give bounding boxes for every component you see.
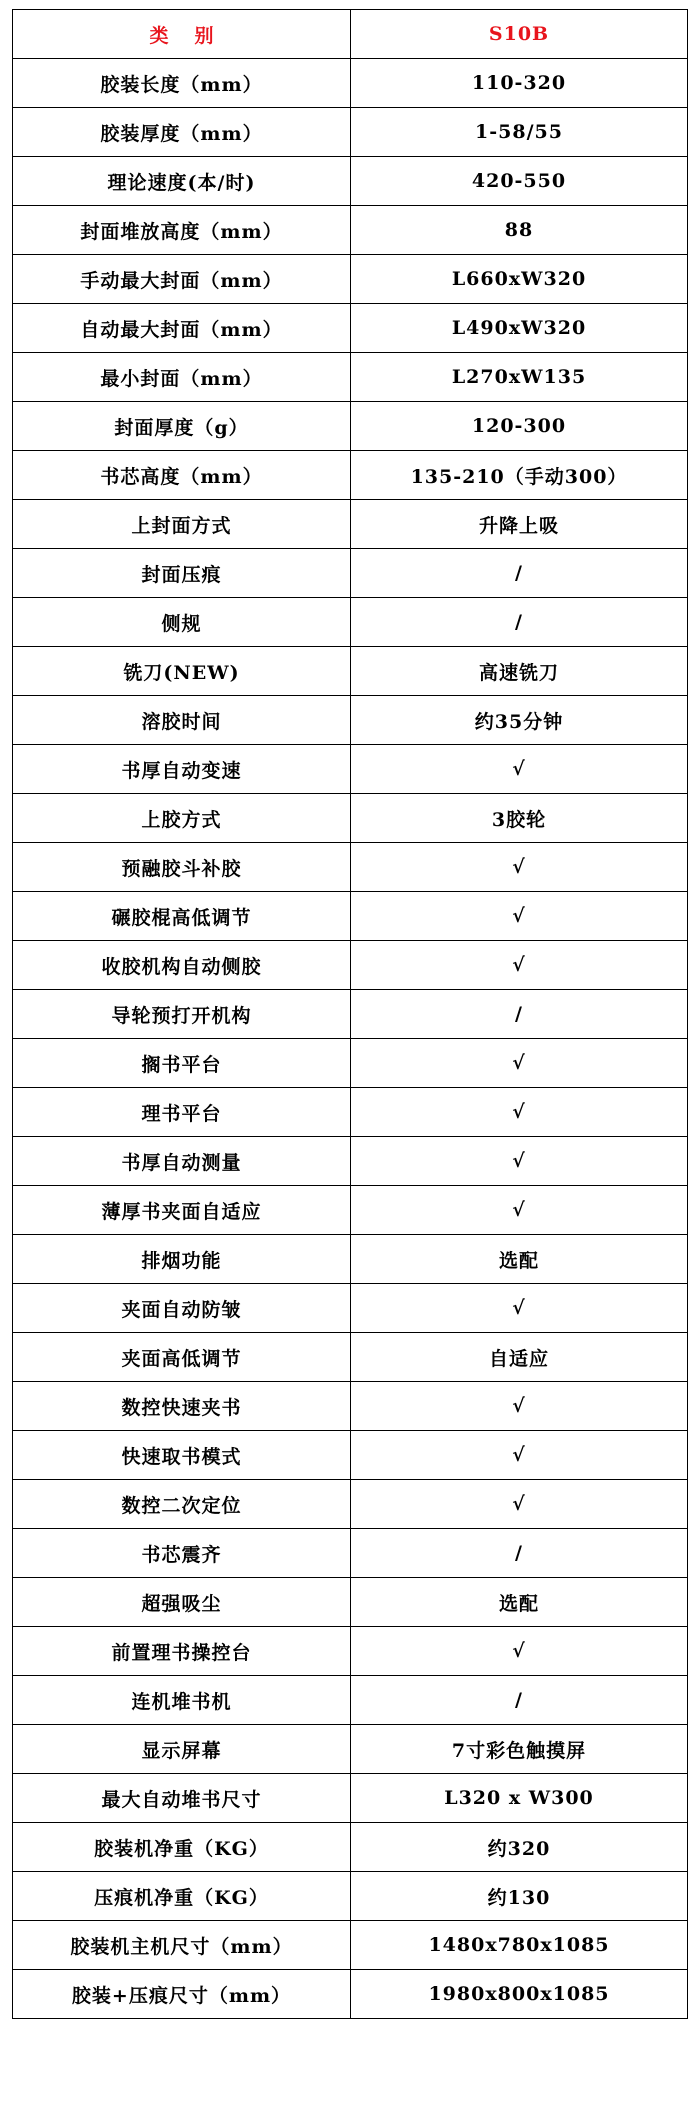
spec-label-cell: 搁书平台: [13, 1039, 351, 1088]
spec-value-cell: √: [351, 941, 688, 990]
table-row: [13, 941, 688, 990]
table-row: [13, 304, 688, 353]
spec-label-cell: 侧规: [13, 598, 351, 647]
spec-label-cell: 上封面方式: [13, 500, 351, 549]
spec-value-cell: √: [351, 843, 688, 892]
spec-value-cell: 1980x800x1085: [351, 1970, 688, 2019]
table-row: [13, 1676, 688, 1725]
spec-value-cell: 约130: [351, 1872, 688, 1921]
table-row: [13, 549, 688, 598]
spec-label-cell: 导轮预打开机构: [13, 990, 351, 1039]
spec-value-cell: 选配: [351, 1578, 688, 1627]
table-row: [13, 1970, 688, 2019]
spec-label-cell: 最小封面（mm）: [13, 353, 351, 402]
spec-value-cell: L490xW320: [351, 304, 688, 353]
spec-value-cell: /: [351, 990, 688, 1039]
spec-label-cell: 胶装机主机尺寸（mm）: [13, 1921, 351, 1970]
spec-label-cell: 压痕机净重（KG）: [13, 1872, 351, 1921]
table-row: [13, 1088, 688, 1137]
spec-value-cell: /: [351, 549, 688, 598]
spec-value-cell: /: [351, 1676, 688, 1725]
table-row: [13, 1529, 688, 1578]
spec-label-cell: 铣刀(NEW): [13, 647, 351, 696]
spec-label-cell: 溶胶时间: [13, 696, 351, 745]
spec-value-cell: L320 x W300: [351, 1774, 688, 1823]
spec-value-cell: 7寸彩色触摸屏: [351, 1725, 688, 1774]
table-row: [13, 1578, 688, 1627]
spec-value-cell: 约35分钟: [351, 696, 688, 745]
table-row: [13, 1284, 688, 1333]
table-row: [13, 647, 688, 696]
table-header-row: [13, 10, 688, 59]
table-row: [13, 745, 688, 794]
spec-value-cell: √: [351, 892, 688, 941]
spec-label-cell: 超强吸尘: [13, 1578, 351, 1627]
spec-value-cell: 自适应: [351, 1333, 688, 1382]
table-row: [13, 1921, 688, 1970]
table-row: [13, 1039, 688, 1088]
spec-label-cell: 书芯震齐: [13, 1529, 351, 1578]
spec-value-cell: √: [351, 1431, 688, 1480]
spec-value-cell: 升降上吸: [351, 500, 688, 549]
table-row: [13, 1872, 688, 1921]
table-row: [13, 255, 688, 304]
spec-value-cell: √: [351, 1284, 688, 1333]
spec-value-cell: √: [351, 1137, 688, 1186]
table-row: [13, 1774, 688, 1823]
spec-value-cell: √: [351, 1382, 688, 1431]
table-row: [13, 1627, 688, 1676]
spec-label-cell: 胶装+压痕尺寸（mm）: [13, 1970, 351, 2019]
spec-value-cell: 1-58/55: [351, 108, 688, 157]
spec-value-cell: 135-210（手动300）: [351, 451, 688, 500]
spec-label-cell: 预融胶斗补胶: [13, 843, 351, 892]
spec-label-cell: 显示屏幕: [13, 1725, 351, 1774]
table-row: [13, 990, 688, 1039]
spec-value-cell: √: [351, 1480, 688, 1529]
spec-label-cell: 书厚自动测量: [13, 1137, 351, 1186]
table-row: [13, 108, 688, 157]
spec-table: [12, 9, 688, 2019]
table-row: [13, 598, 688, 647]
table-row: [13, 696, 688, 745]
spec-label-cell: 胶装长度（mm）: [13, 59, 351, 108]
table-row: [13, 892, 688, 941]
table-row: [13, 843, 688, 892]
table-row: [13, 59, 688, 108]
spec-value-cell: 1480x780x1085: [351, 1921, 688, 1970]
spec-value-cell: L660xW320: [351, 255, 688, 304]
spec-label-cell: 最大自动堆书尺寸: [13, 1774, 351, 1823]
spec-value-cell: 110-320: [351, 59, 688, 108]
table-row: [13, 1431, 688, 1480]
spec-label-cell: 胶装机净重（KG）: [13, 1823, 351, 1872]
spec-label-cell: 排烟功能: [13, 1235, 351, 1284]
table-row: [13, 1382, 688, 1431]
spec-value-cell: 88: [351, 206, 688, 255]
table-row: [13, 1725, 688, 1774]
spec-value-cell: 约320: [351, 1823, 688, 1872]
spec-label-cell: 理论速度(本/时): [13, 157, 351, 206]
spec-value-cell: √: [351, 745, 688, 794]
spec-label-cell: 快速取书模式: [13, 1431, 351, 1480]
table-row: [13, 353, 688, 402]
spec-table-body: [13, 10, 688, 2019]
table-row: [13, 794, 688, 843]
spec-label-cell: 薄厚书夹面自适应: [13, 1186, 351, 1235]
table-row: [13, 206, 688, 255]
table-row: [13, 451, 688, 500]
spec-label-cell: 书芯高度（mm）: [13, 451, 351, 500]
spec-value-cell: √: [351, 1088, 688, 1137]
spec-label-cell: 胶装厚度（mm）: [13, 108, 351, 157]
spec-label-cell: 数控二次定位: [13, 1480, 351, 1529]
spec-label-cell: 封面压痕: [13, 549, 351, 598]
spec-label-cell: 手动最大封面（mm）: [13, 255, 351, 304]
spec-label-cell: 上胶方式: [13, 794, 351, 843]
spec-value-cell: L270xW135: [351, 353, 688, 402]
spec-label-cell: 碾胶棍高低调节: [13, 892, 351, 941]
header-model-cell: S10B: [351, 10, 688, 59]
spec-label-cell: 前置理书操控台: [13, 1627, 351, 1676]
spec-value-cell: √: [351, 1627, 688, 1676]
table-row: [13, 500, 688, 549]
header-label-cell: 类别: [13, 10, 351, 59]
spec-value-cell: 3胶轮: [351, 794, 688, 843]
spec-value-cell: √: [351, 1039, 688, 1088]
spec-label-cell: 夹面高低调节: [13, 1333, 351, 1382]
spec-label-cell: 自动最大封面（mm）: [13, 304, 351, 353]
table-row: [13, 1480, 688, 1529]
spec-label-cell: 数控快速夹书: [13, 1382, 351, 1431]
spec-label-cell: 连机堆书机: [13, 1676, 351, 1725]
table-row: [13, 157, 688, 206]
spec-value-cell: 高速铣刀: [351, 647, 688, 696]
table-row: [13, 1823, 688, 1872]
spec-label-cell: 理书平台: [13, 1088, 351, 1137]
spec-value-cell: 120-300: [351, 402, 688, 451]
spec-label-cell: 收胶机构自动侧胶: [13, 941, 351, 990]
spec-label-cell: 封面厚度（g）: [13, 402, 351, 451]
table-row: [13, 1186, 688, 1235]
spec-label-cell: 夹面自动防皱: [13, 1284, 351, 1333]
spec-value-cell: /: [351, 1529, 688, 1578]
spec-value-cell: 选配: [351, 1235, 688, 1284]
table-row: [13, 1333, 688, 1382]
table-row: [13, 402, 688, 451]
spec-value-cell: √: [351, 1186, 688, 1235]
table-row: [13, 1137, 688, 1186]
spec-value-cell: 420-550: [351, 157, 688, 206]
spec-value-cell: /: [351, 598, 688, 647]
table-row: [13, 1235, 688, 1284]
spec-label-cell: 封面堆放高度（mm）: [13, 206, 351, 255]
spec-label-cell: 书厚自动变速: [13, 745, 351, 794]
